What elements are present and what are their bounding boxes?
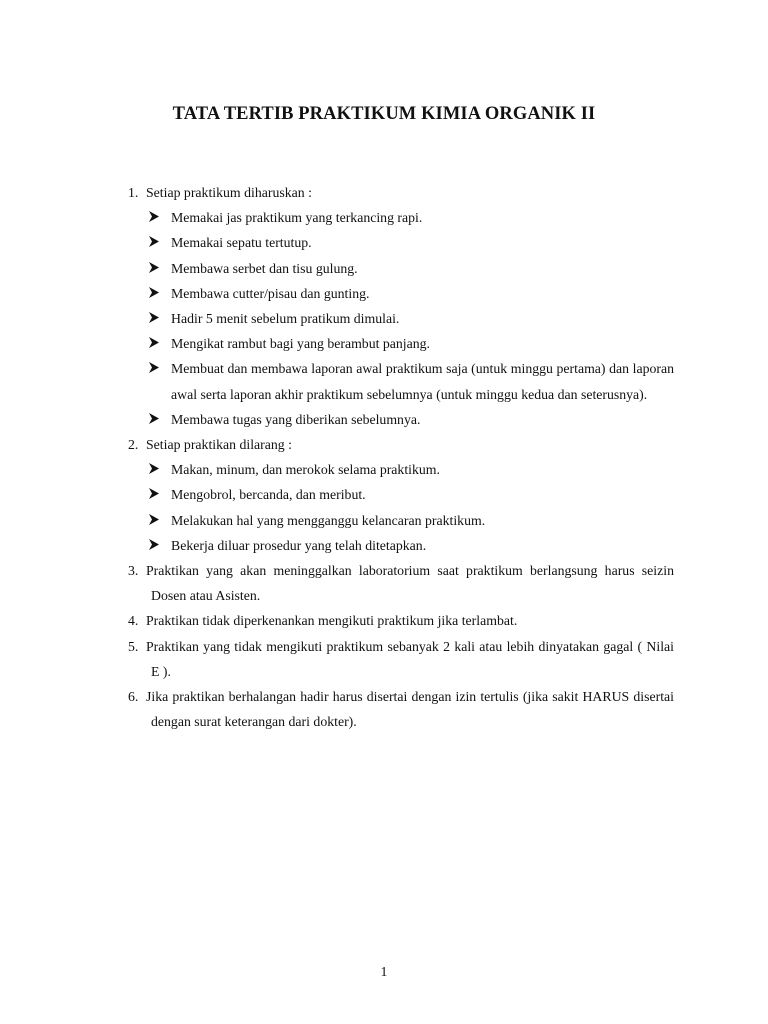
list-item-number: 3. (128, 563, 139, 579)
arrowhead-bullet-icon (149, 256, 159, 281)
list-item-1 (128, 180, 674, 205)
list-item-text: Praktikan yang akan meninggalkan laboratorium saat praktikum berlangsung harus seizin Dosen atau Asisten. (146, 563, 674, 604)
list-item-number: 5. (128, 638, 139, 654)
sublist-item: Mengobrol, bercanda, dan meribut. (128, 482, 674, 507)
page-number: 1 (380, 964, 388, 979)
arrowhead-bullet-icon (149, 356, 159, 381)
sublist-item: Membuat dan membawa laporan awal praktikum saja (untuk minggu pertama) dan laporan awal serta laporan akhir praktikum sebelumnya (untuk minggu kedua dan seterusnya). (128, 356, 674, 406)
list-item-text: Praktikan tidak diperkenankan mengikuti praktikum jika terlambat. (146, 613, 518, 629)
arrowhead-bullet-icon (149, 306, 159, 331)
arrowhead-bullet-icon (149, 457, 159, 482)
sublist-item: Mengikat rambut bagi yang berambut panjang. (128, 331, 674, 356)
list-item-6 (128, 684, 674, 734)
arrowhead-bullet-icon (149, 533, 159, 558)
arrowhead-bullet-icon (149, 331, 159, 356)
list-item-text: Jika praktikan berhalangan hadir harus disertai dengan izin tertulis (jika sakit HARUS disertai dengan surat keterangan dari dokter). (146, 689, 674, 730)
arrowhead-bullet-icon (149, 482, 159, 507)
arrowhead-bullet-icon (149, 230, 159, 255)
sublist-item: Hadir 5 menit sebelum pratikum dimulai. (128, 306, 674, 331)
list-item-4 (128, 608, 674, 633)
list-item-number: 1. (128, 185, 139, 200)
list-item-3 (128, 558, 674, 608)
list-item-text: Setiap praktikum diharuskan : (146, 185, 312, 200)
arrowhead-bullet-icon (149, 407, 159, 432)
sublist-item: Membawa tugas yang diberikan sebelumnya. (128, 407, 674, 432)
sublist-item: Membawa cutter/pisau dan gunting. (128, 281, 674, 306)
list-item-number: 2. (128, 437, 139, 453)
arrowhead-bullet-icon (149, 508, 159, 533)
list-item-2 (128, 432, 674, 457)
sublist-item: Memakai jas praktikum yang terkancing rapi. (128, 205, 674, 230)
sublist-item: Makan, minum, dan merokok selama praktikum. (128, 457, 674, 482)
arrowhead-bullet-icon (149, 281, 159, 306)
sublist-2 (128, 457, 674, 558)
list-item-number: 6. (128, 689, 139, 705)
sublist-1 (128, 205, 674, 432)
list-item-number: 4. (128, 613, 139, 629)
list-item-5 (128, 634, 674, 684)
sublist-item: Membawa serbet dan tisu gulung. (128, 256, 674, 281)
sublist-item: Melakukan hal yang mengganggu kelancaran praktikum. (128, 508, 674, 533)
sublist-item: Memakai sepatu tertutup. (128, 230, 674, 255)
list-item-text: Setiap praktikan dilarang : (146, 437, 292, 453)
sublist-item: Bekerja diluar prosedur yang telah ditetapkan. (128, 533, 674, 558)
document-body (128, 180, 674, 734)
document-title: TATA TERTIB PRAKTIKUM KIMIA ORGANIK II (172, 104, 596, 124)
arrowhead-bullet-icon (149, 205, 159, 230)
list-item-text: Praktikan yang tidak mengikuti praktikum sebanyak 2 kali atau lebih dinyatakan gagal ( Nilai E ). (146, 638, 674, 679)
